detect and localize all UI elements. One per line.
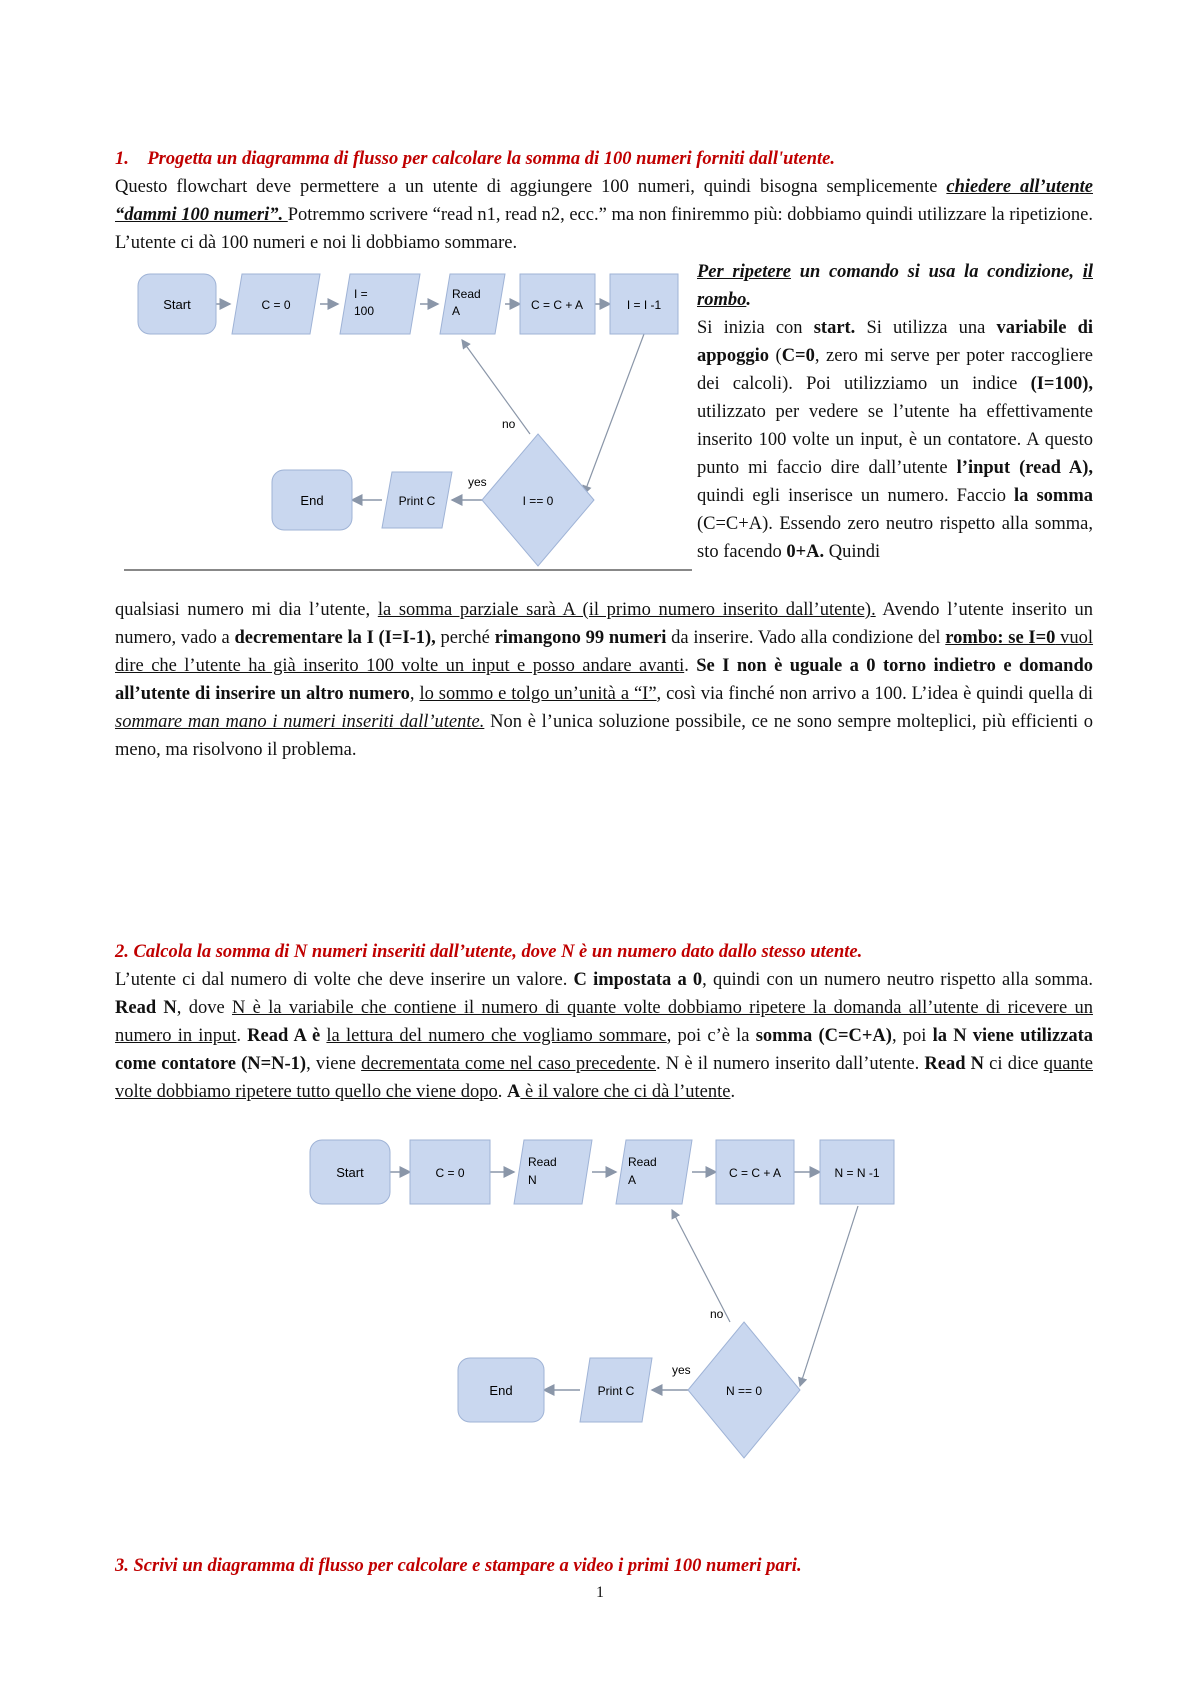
side-text-p: la somma [1014, 486, 1093, 506]
sum-label-2: C = C + A [728, 1166, 782, 1180]
s2-n: , viene [306, 1054, 362, 1074]
s2-w: . [730, 1082, 736, 1102]
s2-t: . [497, 1082, 507, 1102]
s2-h: Read A è [247, 1026, 327, 1046]
section-1-title: Progetta un diagramma di flusso per calcolare la somma di 100 numeri forniti dall'utente. [147, 149, 836, 169]
cont-m: lo sommo e tolgo un’unità a “I” [419, 684, 657, 704]
side-text-h: variabile di appoggio [697, 318, 1093, 366]
read-a-label-2: A [452, 304, 461, 318]
s2-d: Read N [115, 998, 177, 1018]
side-em-2: un comando si usa la condizione, [790, 262, 1083, 282]
decrement-label: I = I -1 [626, 298, 662, 312]
end-label-2: End [489, 1383, 513, 1398]
s2-m: la N viene utilizzata come contatore (N=N-1) [115, 1026, 1094, 1074]
print-label-2: Print C [597, 1384, 635, 1398]
condition-label-2: N == 0 [725, 1384, 763, 1398]
side-text-l: (I=100), [1030, 374, 1093, 394]
s2-v: è il valore che ci dà l’utente [520, 1082, 731, 1102]
read-a-node [440, 274, 505, 334]
page-number: 1 [596, 1584, 604, 1601]
cont-p: Non è l’unica soluzione possibile, ce ne sono sempre molteplici, più efficienti o meno, ma risolvono il problema. [115, 712, 1094, 760]
side-text-g: Si utilizza una [855, 318, 997, 338]
side-text-k: , zero mi serve per poter raccogliere dei calcoli). Poi utilizziamo un indice [697, 346, 1093, 394]
init-c-label-2: C = 0 [435, 1166, 465, 1180]
cont-o: sommare man mano i numeri inseriti dall’utente. [115, 712, 485, 732]
cont-f: rimangono 99 numeri [494, 628, 667, 648]
side-text-e: Si inizia con [697, 318, 814, 338]
s2-k: somma (C=C+A) [755, 1026, 892, 1046]
cont-e: perché [435, 628, 495, 648]
section-1-intro [115, 145, 1093, 257]
side-text-n: l’input (read A), [956, 458, 1093, 478]
end-label: End [300, 493, 324, 508]
s2-i: la lettura del numero che vogliamo sommare [326, 1026, 667, 1046]
print-label: Print C [398, 494, 436, 508]
decrement-label-2: N = N -1 [834, 1166, 880, 1180]
init-i-node [340, 274, 420, 334]
cont-c: Avendo l’utente inserito un numero, vado a [115, 600, 1094, 648]
side-text-r: 0+A. [786, 542, 825, 562]
s2-p: . N è il numero inserito dall’utente. [656, 1054, 925, 1074]
cont-d: decrementare la I (I=I-1), [234, 628, 436, 648]
section-2-title: 2. Calcola la somma di N numeri inseriti dall’utente, dove N è un numero dato dallo stesso utente. [115, 942, 863, 962]
s2-j: , poi c’è la [666, 1026, 756, 1046]
no-label: no [502, 417, 516, 431]
s2-l: , poi [891, 1026, 933, 1046]
side-text-q: (C=C+A). Essendo zero neutro rispetto alla somma, sto facendo [697, 514, 1093, 562]
side-text-i: ( [768, 346, 782, 366]
cont-n: , così via finché non arrivo a 100. L’idea è quindi quella di [656, 684, 1093, 704]
section-3-heading [115, 1552, 1093, 1580]
side-text-m: utilizzato per vedere se l’utente ha effettivamente inserito 100 volte un input, è un contatore. A questo punto mi faccio dire dall’utente [697, 402, 1093, 478]
s2-s: quante volte dobbiamo ripetere tutto quello che viene dopo [115, 1054, 1093, 1102]
section-1-side-text [697, 258, 1093, 566]
s2-g: . [236, 1026, 248, 1046]
read-n-node [514, 1140, 592, 1204]
sum-label: C = C + A [530, 298, 584, 312]
read-n-label-2: N [528, 1173, 537, 1187]
s2-c: , quindi con un numero neutro rispetto alla somma. [702, 970, 1093, 990]
cont-g: da inserire. Vado alla condizione del [666, 628, 946, 648]
read-n-label-1: Read [528, 1155, 557, 1169]
cont-j: . [684, 656, 697, 676]
cont-l: , [409, 684, 420, 704]
section-1-continuation [115, 596, 1093, 764]
intro-text-2: Potremmo scrivere “read n1, read n2, ecc.” ma non finiremmo più: dobbiamo quindi utilizzare la ripetizione. L’utente ci dà 100 numeri e noi li dobbiamo sommare. [115, 205, 1093, 253]
intro-text: Questo flowchart deve permettere a un utente di aggiungere 100 numeri, quindi bisogna semplicemente [115, 177, 947, 197]
start-label: Start [163, 297, 191, 312]
intro-emphasis: chiedere all’utente “dammi 100 numeri”. [115, 177, 1093, 225]
cont-k: Se I non è uguale a 0 torno indietro e domando all’utente di inserire un altro numero [115, 656, 1093, 704]
cont-h: rombo: se I=0 [945, 628, 1056, 648]
yes-label-2: yes [672, 1363, 691, 1377]
cont-i: vuol dire che l’utente ha già inserito 100 volte un input e posso andare avanti [115, 628, 1094, 676]
cont-b: la somma parziale sarà A (il primo numero inserito dall’utente). [377, 600, 876, 620]
s2-f: N è la variabile che contiene il numero di quante volte dobbiamo ripetere la domanda all’utente di ricevere un numero in input [115, 998, 1093, 1046]
read-a-label-2a: Read [628, 1155, 657, 1169]
yes-label: yes [468, 475, 487, 489]
flowchart-2 [306, 1132, 916, 1472]
read-a-label-2b: A [628, 1173, 637, 1187]
init-i-label-2: 100 [354, 304, 375, 318]
no-label-2: no [710, 1307, 724, 1321]
side-text-o: quindi egli inserisce un numero. Faccio [697, 486, 1015, 506]
side-text-f: start. [813, 318, 856, 338]
start-label-2: Start [336, 1165, 364, 1180]
s2-o: decrementata come nel caso precedente [361, 1054, 657, 1074]
s2-b: C impostata a 0 [573, 970, 703, 990]
s2-q: Read N [924, 1054, 985, 1074]
side-em-1: Per ripetere [697, 262, 791, 282]
side-em-4: . [746, 290, 751, 310]
read-a-label-1: Read [452, 287, 481, 301]
read-a-node-2 [616, 1140, 692, 1204]
side-text-j: C=0 [781, 346, 815, 366]
section-3-title: 3. Scrivi un diagramma di flusso per calcolare e stampare a video i primi 100 numeri pari. [115, 1556, 802, 1576]
init-c-label: C = 0 [261, 298, 291, 312]
s2-u: A [507, 1082, 521, 1102]
init-i-label-1: I = [354, 287, 368, 301]
condition-label: I == 0 [522, 494, 554, 508]
s2-r: ci dice [984, 1054, 1044, 1074]
section-2-text [115, 938, 1093, 1106]
cont-a: qualsiasi numero mi dia l’utente, [115, 600, 378, 620]
side-text-s: Quindi [824, 542, 881, 562]
s2-a: L’utente ci dal numero di volte che deve inserire un valore. [115, 970, 574, 990]
s2-e: , dove [176, 998, 232, 1018]
flowchart-1 [120, 262, 692, 572]
section-1-number: 1. [115, 149, 129, 169]
side-em-3: il rombo [697, 262, 1093, 310]
